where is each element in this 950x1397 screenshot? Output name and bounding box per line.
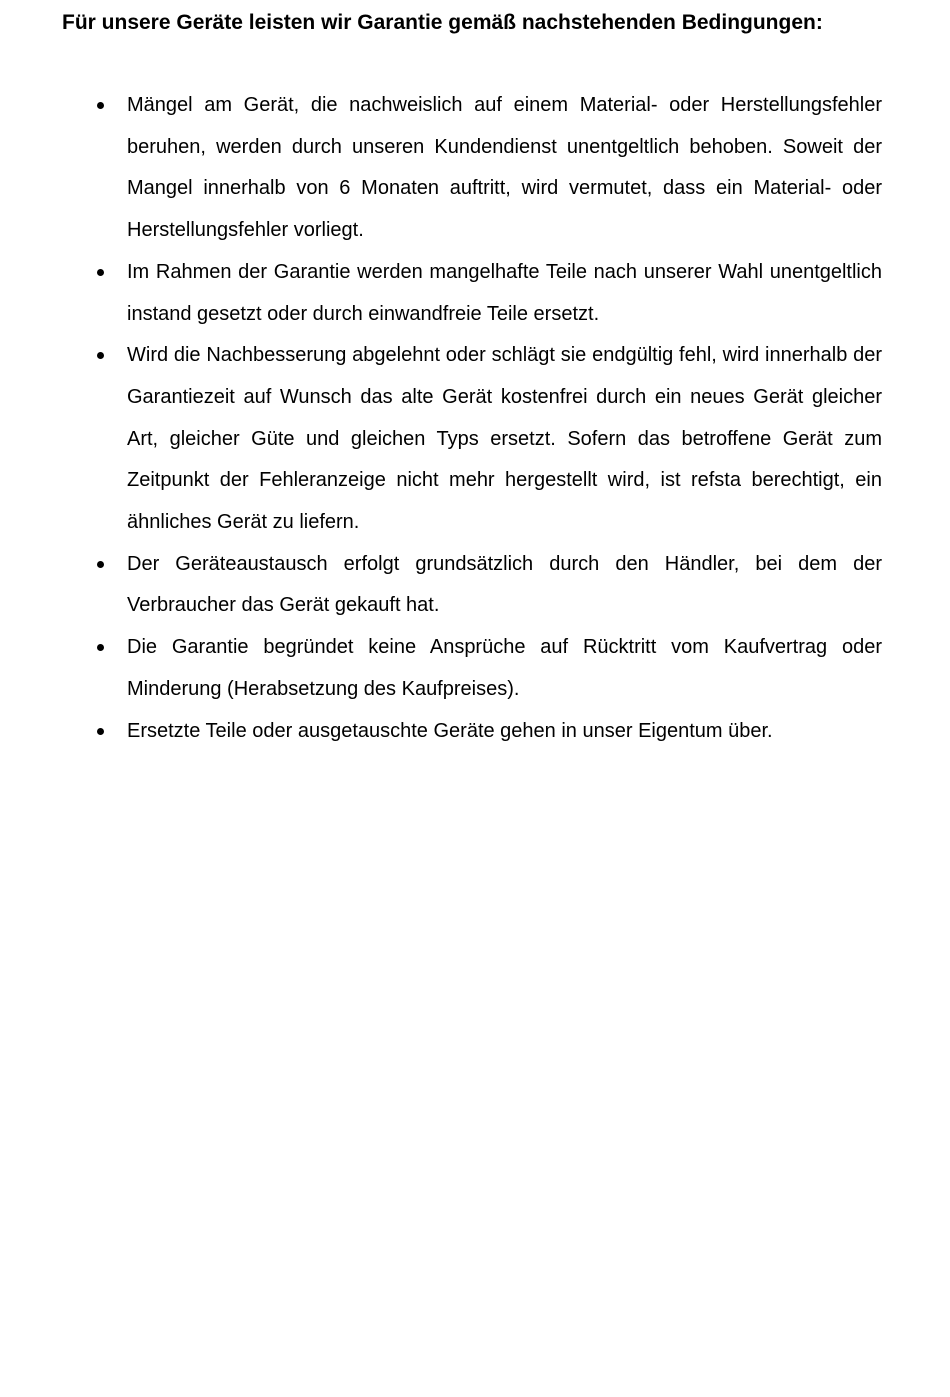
warranty-condition-item: [0, 85, 950, 252]
warranty-condition-text: Die Garantie begründet keine Ansprüche auf Rücktritt vom Kaufvertrag oder Minderung (Herabsetzung des Kaufpreises).: [127, 636, 882, 700]
warranty-conditions-list: [0, 85, 950, 752]
bullet-icon: [94, 544, 108, 586]
bullet-icon: [94, 85, 108, 127]
warranty-condition-text: Ersetzte Teile oder ausgetauschte Geräte gehen in unser Eigentum über.: [127, 719, 773, 742]
bullet-icon: [94, 335, 108, 377]
warranty-condition-item: [0, 711, 950, 753]
warranty-condition-item: [0, 335, 950, 544]
warranty-condition-item: [0, 627, 950, 710]
warranty-condition-text: Im Rahmen der Garantie werden mangelhafte Teile nach unserer Wahl unentgeltlich instand gesetzt oder durch einwandfreie Teile ersetzt.: [127, 260, 882, 325]
warranty-condition-item: [0, 544, 950, 627]
bullet-icon: [94, 252, 108, 294]
warranty-condition-text: Mängel am Gerät, die nachweislich auf einem Material- oder Herstellungsfehler beruhen, werden durch unseren Kundendienst unentgeltlich behoben. Soweit der Mangel innerhalb von 6 Monaten auftritt, wird vermutet, dass ein Material- oder Herstellungsfehler vorliegt.: [127, 94, 882, 242]
warranty-condition-item: [0, 252, 950, 335]
bullet-icon: [94, 711, 108, 753]
bullet-icon: [94, 627, 108, 669]
warranty-condition-text: Wird die Nachbesserung abgelehnt oder schlägt sie endgültig fehl, wird innerhalb der Garantiezeit auf Wunsch das alte Gerät kostenfrei durch ein neues Gerät gleicher Art, gleicher Güte und gleichen Typs ersetzt. Sofern das betroffene Gerät zum Zeitpunkt der Fehleranzeige nicht mehr hergestellt wird, ist refsta berechtigt, ein ähnliches Gerät zu liefern.: [127, 344, 882, 534]
warranty-condition-text: Der Geräteaustausch erfolgt grundsätzlich durch den Händler, bei dem der Verbraucher das Gerät gekauft hat.: [127, 552, 882, 617]
warranty-heading: Für unsere Geräte leisten wir Garantie gemäß nachstehenden Bedingungen:: [62, 11, 823, 34]
